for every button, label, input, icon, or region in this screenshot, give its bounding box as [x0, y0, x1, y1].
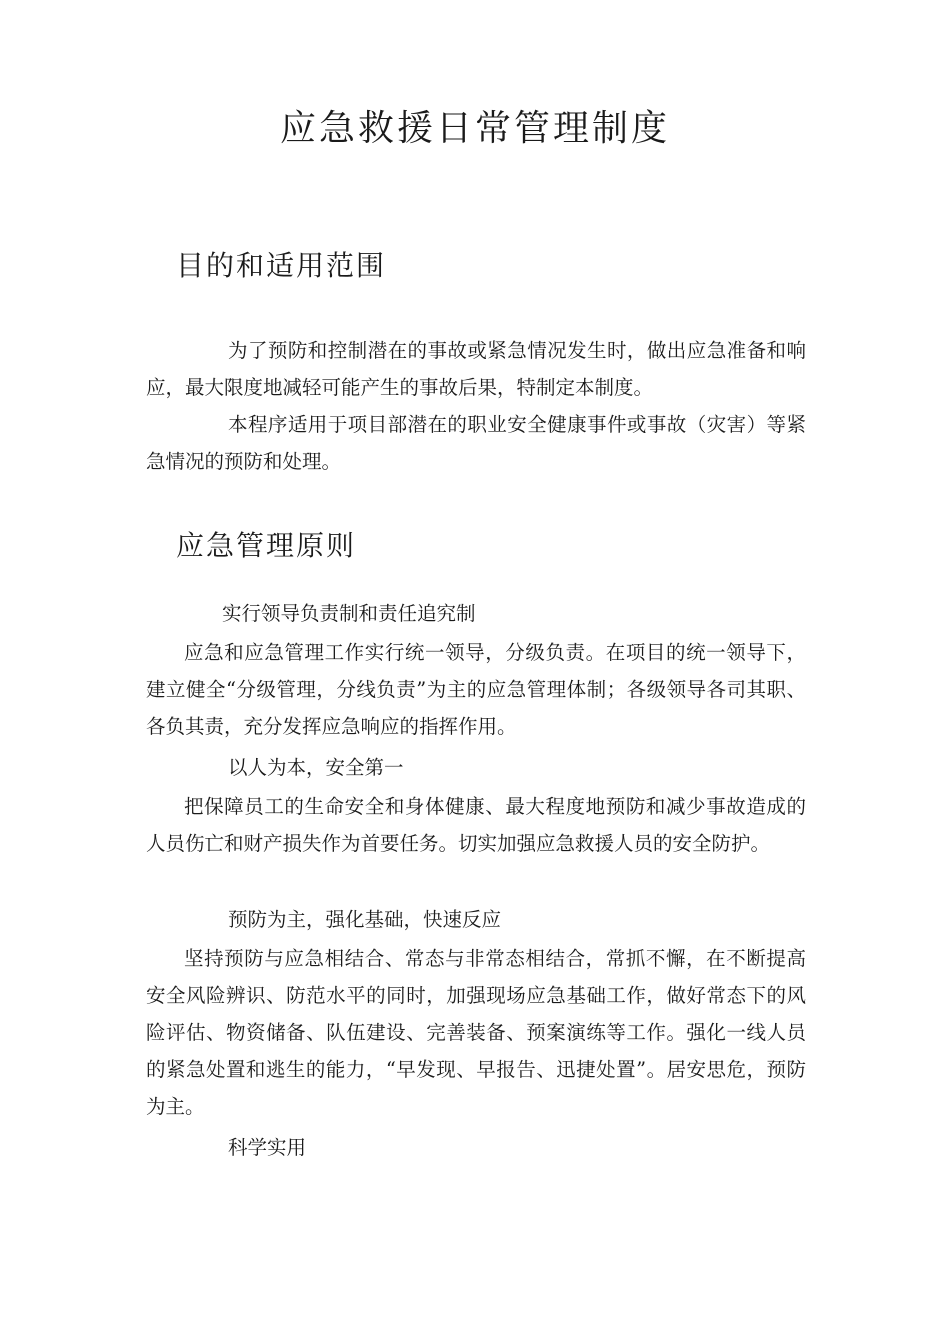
principle-body-leadership: 应急和应急管理工作实行统一领导，分级负责。在项目的统一领导下，建立健全“分级管理，分线负责”为主的应急管理体制；各级领导各司其职、各负其责，充分发挥应急响应的指挥作用。: [146, 641, 806, 738]
principle-subheading-prevention: 预防为主，强化基础，快速反应: [228, 908, 502, 931]
principle-subheading-leadership: 实行领导负责制和责任追究制: [222, 602, 476, 625]
paragraph-scope: 本程序适用于项目部潜在的职业安全健康事件或事故（灾害）等紧急情况的预防和处理。: [146, 413, 806, 473]
principle-subheading-people-first: 以人为本，安全第一: [228, 756, 404, 779]
principle-subheading-scientific: 科学实用: [228, 1136, 307, 1159]
principle-body-prevention: 坚持预防与应急相结合、常态与非常态相结合，常抓不懈，在不断提高安全风险辨识、防范水平的同时，加强现场应急基础工作，做好常态下的风险评估、物资储备、队伍建设、完善装备、预案演练等工作。强化一线人员的紧急处置和逃生的能力，“早发现、早报告、迅捷处置”。居安思危，预防为主。: [146, 947, 806, 1118]
document-title: 应急救援日常管理制度: [279, 108, 670, 149]
section-heading-purpose-scope: 目的和适用范围: [176, 249, 387, 282]
section-heading-principles: 应急管理原则: [176, 529, 357, 562]
paragraph-purpose: 为了预防和控制潜在的事故或紧急情况发生时，做出应急准备和响应，最大限度地减轻可能产生的事故后果，特制定本制度。: [146, 339, 806, 399]
principle-body-people-first: 把保障员工的生命安全和身体健康、最大程度地预防和减少事故造成的人员伤亡和财产损失作为首要任务。切实加强应急救援人员的安全防护。: [146, 795, 806, 855]
